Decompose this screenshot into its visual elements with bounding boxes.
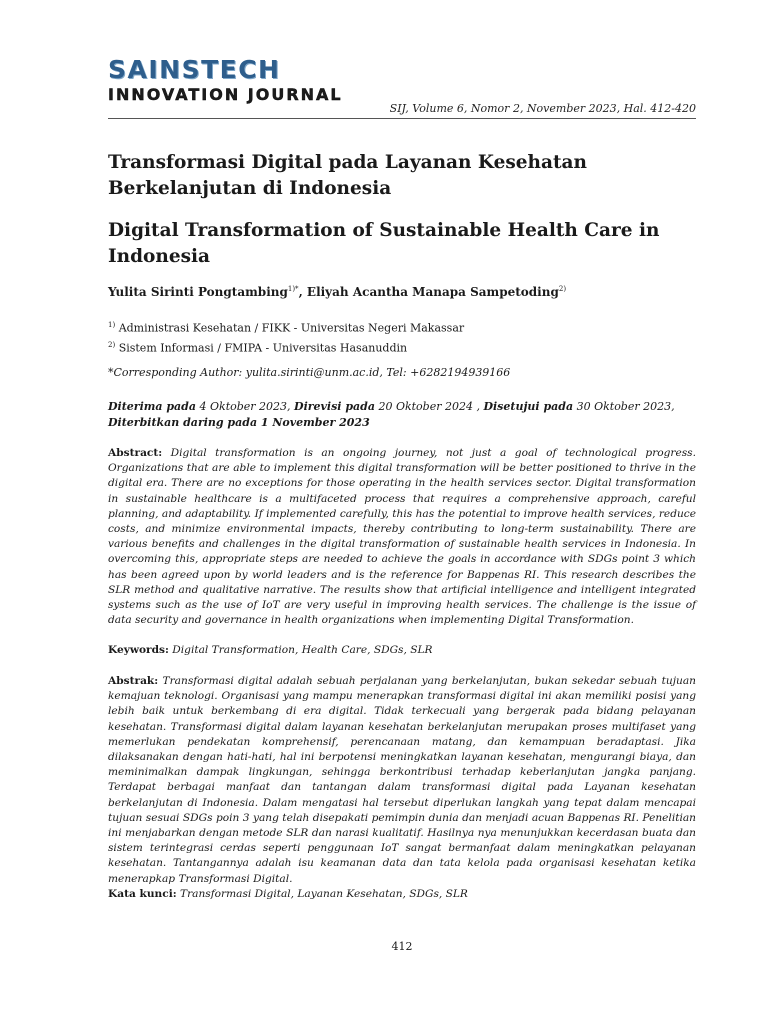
affiliation-1-text: Administrasi Kesehatan / FIKK - Universitas Negeri Makassar xyxy=(118,321,465,335)
affiliation-2 xyxy=(108,337,696,357)
header-divider xyxy=(108,118,696,119)
affiliation-1 xyxy=(108,317,696,337)
journal-logo xyxy=(108,56,388,108)
author-1-affil: 1)* xyxy=(287,285,299,293)
citation-header: SIJ, Volume 6, Nomor 2, November 2023, Hal. 412-420 xyxy=(389,102,696,115)
title-indonesian: Transformasi Digital pada Layanan Kesehatan Berkelanjutan di Indonesia xyxy=(108,152,587,199)
abstract-indonesian-label: Abstrak: xyxy=(108,675,159,687)
author-1: Yulita Sirinti Pongtambing xyxy=(108,285,288,299)
author-separator: , xyxy=(298,285,307,299)
abstract-english-text: Digital transformation is an ongoing journey, not just a goal of technological progress. Organizations that are able to implement this digital transformation will be better positioned to thrive in the digital era. There are no exceptions for those operating in the health services sector. Digital transformation in sustainable healthcare is a multifaceted process that requires a comprehensive approach, careful planning, and adaptability. If implemented carefully, this has the potential to improve health services, reduce costs, and minimize environmental impacts, thereby contributing to long-term sustainability. There are various benefits and challenges in the digital transformation of sustainable health services in Indonesia. In overcoming this, appropriate steps are needed to achieve the goals in accordance with SDGs point 3 which has been agreed upon by world leaders and is the reference for Bappenas RI. This research describes the SLR method and qualitative narrative. The results show that artificial intelligence and intelligent integrated systems such as the use of IoT are very useful in improving health services. The challenge is the issue of data security and governance in health organizations when implementing Digital Transformation. xyxy=(108,447,696,627)
corresponding-author: *Corresponding Author: yulita.sirinti@unm.ac.id, Tel: +6282194939166 xyxy=(108,366,511,379)
accepted-date: 30 Oktober 2023, xyxy=(573,400,675,413)
author-list xyxy=(108,285,696,299)
received-label: Diterima pada xyxy=(108,400,197,413)
page-number: 412 xyxy=(391,940,413,953)
title-english: Digital Transformation of Sustainable Health Care in Indonesia xyxy=(108,220,660,267)
publication-dates xyxy=(108,399,696,431)
keywords-english-label: Keywords: xyxy=(108,644,169,656)
abstract-english xyxy=(108,446,696,628)
published-date: Diterbitkan daring pada 1 November 2023 xyxy=(108,416,370,429)
logo-line-1: SAINSTECH xyxy=(108,55,281,84)
keywords-indonesian-label: Kata kunci: xyxy=(108,888,177,900)
author-2: Eliyah Acantha Manapa Sampetoding xyxy=(306,285,559,299)
affiliation-2-text: Sistem Informasi / FMIPA - Universitas Hasanuddin xyxy=(118,341,408,355)
accepted-label: Disetujui pada xyxy=(483,400,574,413)
abstract-english-label: Abstract: xyxy=(108,447,163,459)
abstract-indonesian xyxy=(108,674,696,887)
abstract-indonesian-text: Transformasi digital adalah sebuah perjalanan yang berkelanjutan, bukan sekedar sebuah tujuan kemajuan teknologi. Organisasi yang mampu menerapkan transformasi digital ini akan memiliki posisi yang lebih baik untuk berkembang di era digital. Tidak terkecuali yang bergerak pada bidang pelayanan kesehatan. Transformasi digital dalam layanan kesehatan berkelanjutan merupakan proses multifaset yang memerlukan pendekatan komprehensif, perencanaan matang, dan kemampuan beradaptasi. Jika dilaksanakan dengan hati-hati, hal ini berpotensi meningkatkan layanan kesehatan, mengurangi biaya, dan meminimalkan dampak lingkungan, sehingga berkontribusi terhadap keberlanjutan jangka panjang. Terdapat berbagai manfaat dan tantangan dalam transformasi digital pada Layanan kesehatan berkelanjutan di Indonesia. Dalam mengatasi hal tersebut diperlukan langkah yang tepat dalam mencapai tujuan sesuai SDGs poin 3 yang telah disepakati pemimpin dunia dan menjadi acuan Bappenas RI. Penelitian ini menjabarkan dengan metode SLR dan narasi kualitatif. Hasilnya nya menunjukkan kecerdasan buata dan sistem terintegrasi cerdas seperti penggunaan IoT sangat bermanfaat dalam meningkatkan pelayanan kesehatan. Tantangannya adalah isu keamanan data dan tata kelola pada organisasi kesehatan ketika menerapkap Transformasi Digital. xyxy=(108,675,696,885)
author-2-affil: 2) xyxy=(558,285,567,293)
affiliation-2-sup: 2) xyxy=(108,340,116,349)
keywords-english-text: Digital Transformation, Health Care, SDGs, SLR xyxy=(172,644,433,656)
affiliations xyxy=(108,317,696,356)
affiliation-1-sup: 1) xyxy=(108,321,116,329)
revised-label: Direvisi pada xyxy=(294,400,375,413)
logo-line-2: INNOVATION JOURNAL xyxy=(108,85,343,104)
received-date: 4 Oktober 2023, xyxy=(196,400,295,413)
keywords-indonesian-text: Transformasi Digital, Layanan Kesehatan, SDGs, SLR xyxy=(180,888,468,900)
keywords-english xyxy=(108,644,696,656)
revised-date: 20 Oktober 2024 , xyxy=(374,400,484,413)
keywords-indonesian xyxy=(108,888,696,900)
